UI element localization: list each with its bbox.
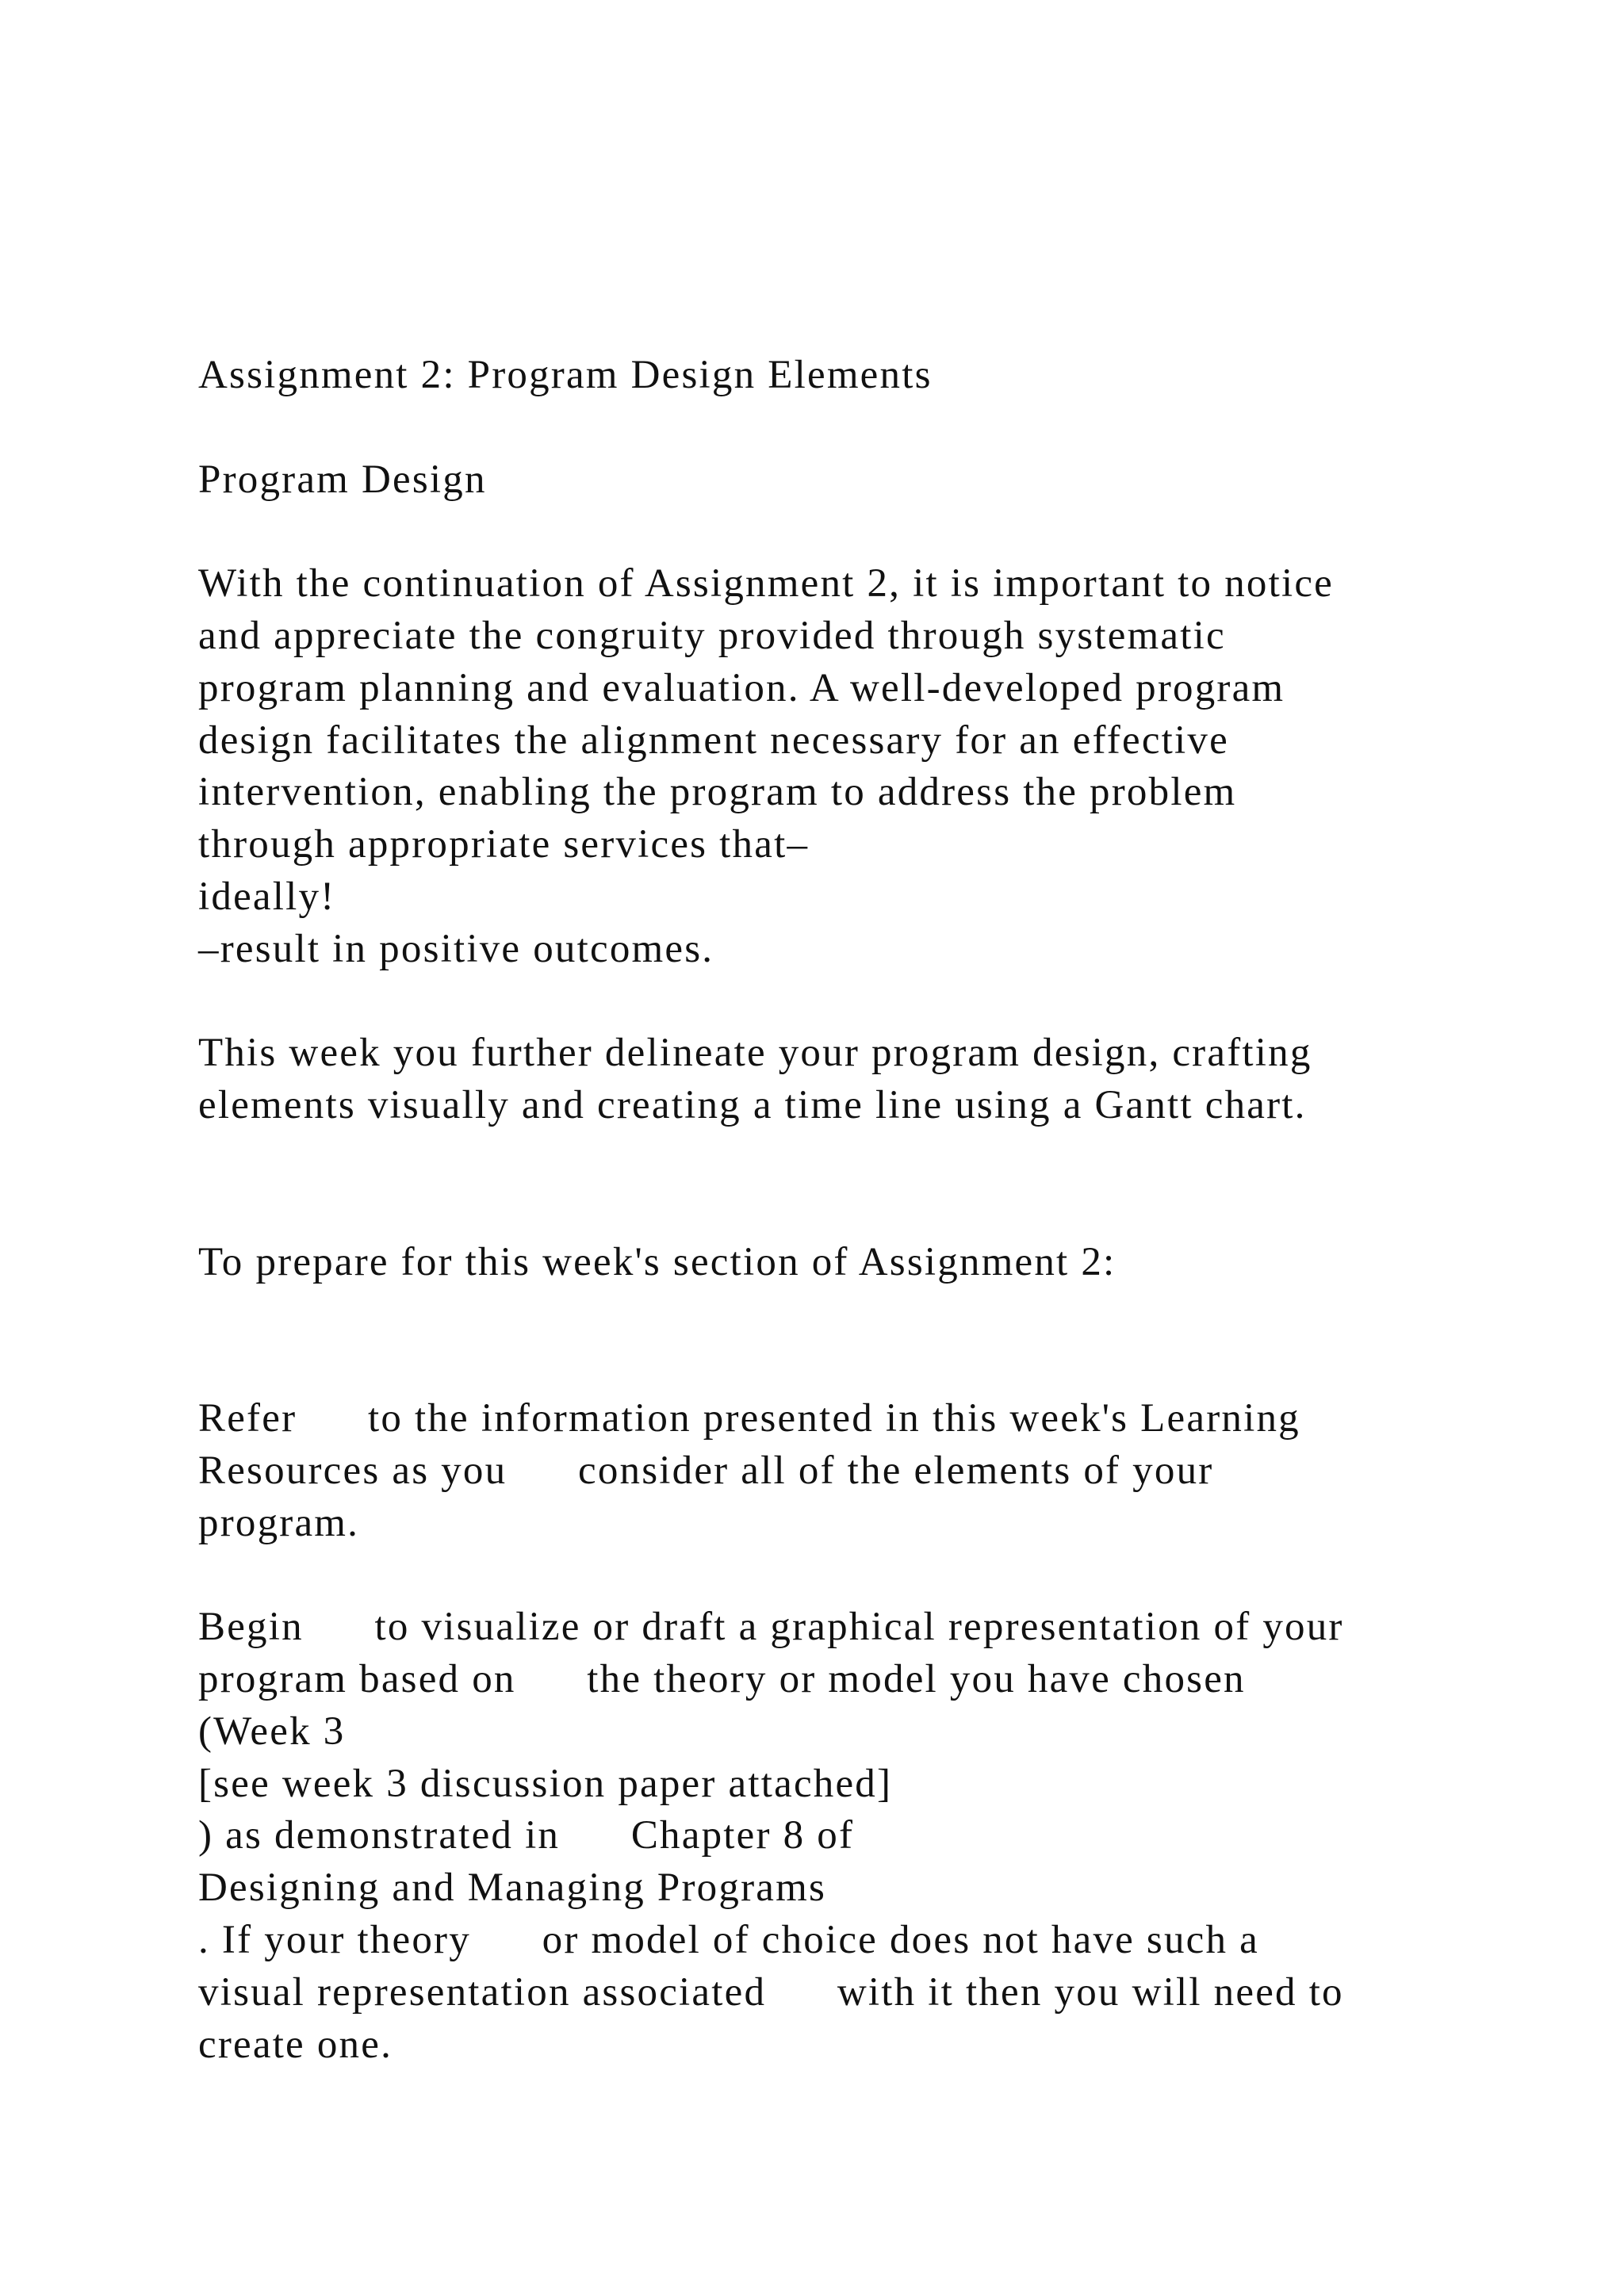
paragraph-line: This week you further delineate your program design, crafting — [198, 1031, 1312, 1076]
paragraph-line: With the continuation of Assignment 2, it is important to notice — [198, 561, 1335, 607]
paragraph-line: Begin to visualize or draft a graphical representation of your — [198, 1605, 1344, 1650]
spacer — [198, 1549, 1546, 1601]
paragraph-line: ideally! — [198, 874, 336, 919]
spacer — [198, 1184, 1546, 1237]
assignment-title: Assignment 2: Program Design Elements — [198, 353, 933, 397]
spacer — [198, 1341, 1546, 1393]
paragraph-line: program. — [198, 1500, 360, 1545]
week-paragraph — [198, 1027, 1546, 1132]
spacer — [198, 1288, 1546, 1341]
paragraph-line: –result in positive outcomes. — [198, 926, 714, 971]
document-body — [198, 350, 1546, 2071]
paragraph-line: [see week 3 discussion paper attached] — [198, 1761, 893, 1806]
paragraph-line: program based on the theory or model you have chosen — [198, 1656, 1246, 1701]
paragraph-line: program planning and evaluation. A well-developed program — [198, 665, 1285, 710]
spacer — [198, 1132, 1546, 1184]
intro-paragraph — [198, 558, 1546, 975]
paragraph-line: and appreciate the congruity provided through systematic — [198, 613, 1226, 658]
paragraph-line: ) as demonstrated in Chapter 8 of — [198, 1813, 855, 1858]
refer-paragraph — [198, 1393, 1546, 1549]
paragraph-line: elements visually and creating a time line using a Gantt chart. — [198, 1083, 1307, 1128]
prepare-heading: To prepare for this week's section of Assignment 2: — [198, 1239, 1116, 1284]
begin-paragraph — [198, 1601, 1546, 2071]
spacer — [198, 506, 1546, 558]
paragraph-line: through appropriate services that– — [198, 822, 810, 867]
book-title-line: Designing and Managing Programs — [198, 1866, 827, 1911]
paragraph-line: (Week 3 — [198, 1709, 346, 1754]
spacer — [198, 976, 1546, 1028]
paragraph-line: visual representation associated with it then you will need to — [198, 1969, 1344, 2015]
paragraph-line: design facilitates the alignment necessary for an effective — [198, 718, 1229, 763]
paragraph-line: Refer to the information presented in this week's Learning — [198, 1395, 1300, 1441]
paragraph-line: create one. — [198, 2022, 393, 2067]
paragraph-line: intervention, enabling the program to address the problem — [198, 770, 1237, 815]
paragraph-line: Resources as you consider all of the elements of your — [198, 1448, 1214, 1493]
paragraph-line: . If your theory or model of choice does not have such a — [198, 1917, 1260, 1962]
spacer — [198, 402, 1546, 454]
section-heading: Program Design — [198, 457, 487, 502]
